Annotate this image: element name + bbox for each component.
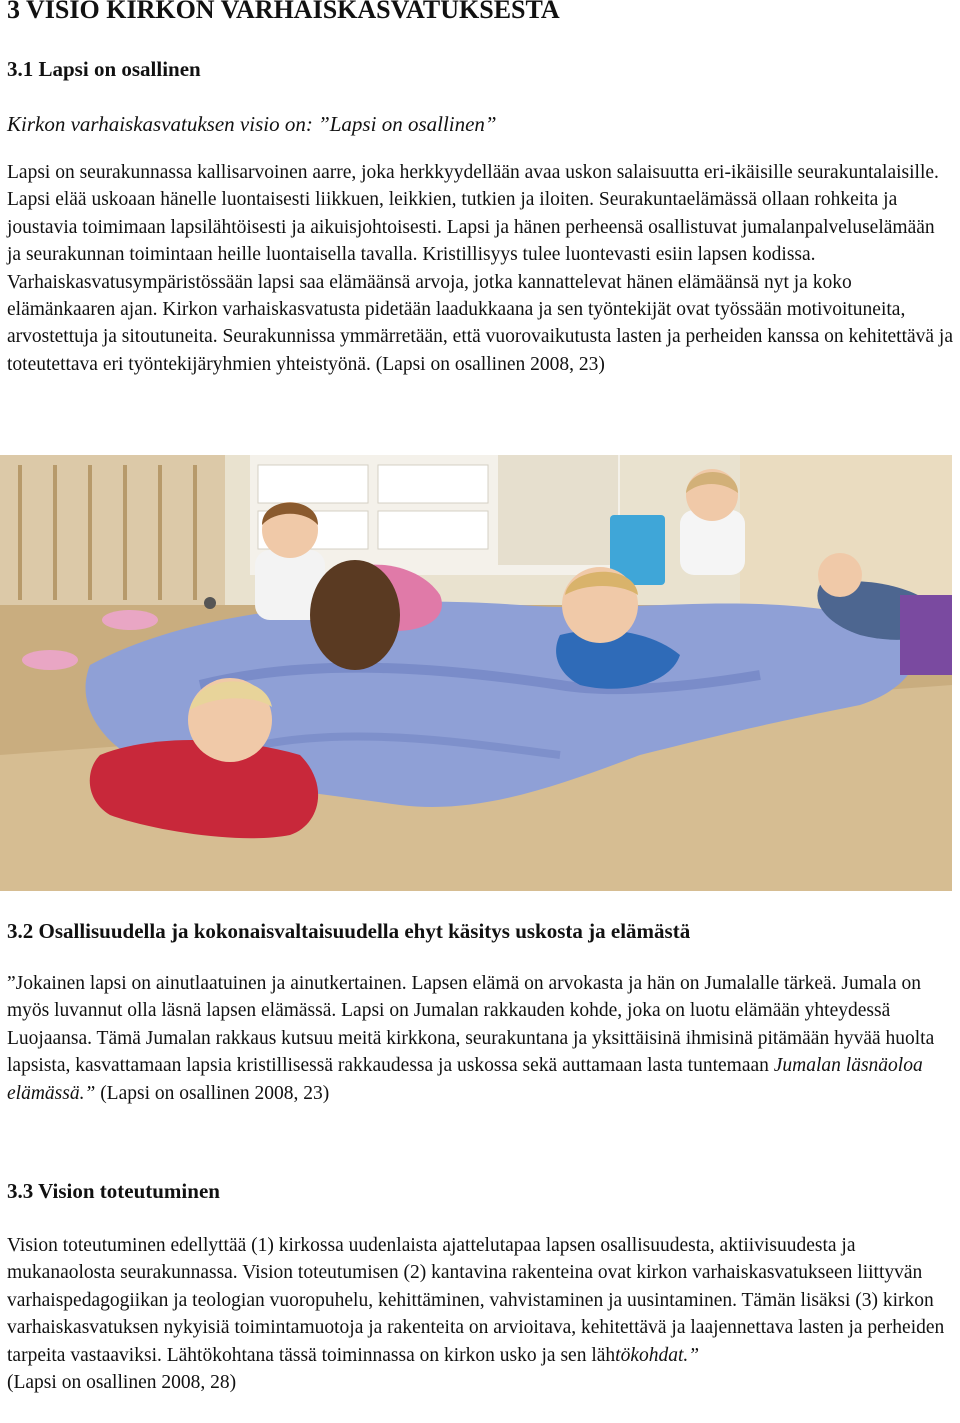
quote-citation: (Lapsi on osallinen 2008, 23) bbox=[100, 1082, 330, 1104]
section-3-3-main-text: Vision toteutuminen edellyttää (1) kirkossa uudenlaista ajattelutapaa lapsen osallisuudesta, aktiivisuudesta ja mukanaolosta seurakunnassa. Vision toteutumisen (2) kantavina rakenteina ovat kirkon varhaiskasvatukseen liittyvän varhaispedagogiikan ja teologian vuoropuhelu, kehittäminen, vahvistaminen ja uusintaminen. Tämän lisäksi (3) kirkon varhaiskasvatuksen nykyisiä toimintamuotoja ja rakenteita on arvioitava, kehitettävä ja laajennettava lasten ja perheiden tarpeita vastaaviksi. Lähtökohtana tässä toiminnassa on kirkon usko ja sen läh bbox=[7, 1235, 945, 1366]
quote-italic-text: Jumalan läsnäoloa elämässä.” bbox=[7, 1055, 923, 1104]
section-3-1-heading: 3.1 Lapsi on osallinen bbox=[7, 57, 201, 81]
photo-cabinet-drawer-3 bbox=[378, 465, 488, 503]
section-3-3-heading: 3.3 Vision toteutuminen bbox=[7, 1179, 220, 1203]
section-3-1-lead-wrap bbox=[7, 110, 497, 138]
children-playing-photo bbox=[0, 455, 952, 891]
photo-illustration bbox=[0, 455, 952, 891]
chapter-heading: 3 VISIO KIRKON VARHAISKASVATUKSESTA bbox=[7, 0, 560, 24]
photo-slipper-2 bbox=[22, 650, 78, 670]
photo-cabinet-side bbox=[498, 455, 618, 565]
photo-crib-wheel bbox=[204, 597, 216, 609]
photo-cabinet-drawer-4 bbox=[378, 511, 488, 549]
photo-crib bbox=[0, 455, 225, 605]
section-3-2-body bbox=[7, 970, 953, 1107]
section-3-3-heading-wrap bbox=[7, 1177, 220, 1205]
section-3-3-italic-text: tökohdat.” bbox=[615, 1344, 700, 1366]
quote-main-text: ”Jokainen lapsi on ainutlaatuinen ja ainutkertainen. Lapsen elämä on arvokasta ja hän on Jumalalle tärkeä. Jumala on myös luvannut olla läsnä lapsen elämässä. Lapsi on Jumalan rakkauden kohde, joka on luotu elämään yhteydessä Luojaansa. Tämä Jumalan rakkaus kutsuu meitä kirkkona, seurakuntana ja yksittäisinä ihmisinä pitämään hyvää huolta lapsista, kasvattamaan lapsia kristillisessä rakkaudessa ja uskossa sekä auttamaan lasta tuntemaan bbox=[7, 973, 935, 1077]
photo-child-jeans-head bbox=[818, 553, 862, 597]
section-3-1-body bbox=[7, 159, 953, 378]
section-3-2-heading: 3.2 Osallisuudella ja kokonaisvaltaisuudella ehyt käsitys uskosta ja elämästä bbox=[7, 919, 691, 943]
section-3-1 bbox=[7, 55, 201, 83]
section-3-1-lead: Kirkon varhaiskasvatuksen visio on: ”Lapsi on osallinen” bbox=[7, 112, 497, 136]
photo-rug bbox=[900, 595, 952, 675]
section-3-1-paragraph: Lapsi on seurakunnassa kallisarvoinen aarre, joka herkkyydellään avaa uskon salaisuutta eri-ikäisille seurakuntalaisille. Lapsi elää uskoaan hänelle luontaisesti liikkuen, leikkien, tutkien ja iloiten. Seurakuntaelämässä ollaan rohkeita ja joustavia toimimaan lapsilähtöisesti ja aikuisjohtoisesti. Lapsi ja hänen perheensä osallistuvat jumalanpalveluselämään ja seurakunnan toimintaan heille luontaisella tavalla. Kristillisyys tulee luontevasti esiin lapsen kodissa. Varhaiskasvatusympäristössään lapsi saa elämäänsä arvoja, jotka kannattelevat hänen elämäänsä nyt ja koko elämänkaaren ajan. Kirkon varhaiskasvatusta pidetään laadukkaana ja sen työntekijät ovat työssään motivoituneita, arvostettuja ja sitoutuneita. Seurakunnissa ymmärretään, että vuorovaikutusta lasten ja perheiden kanssa on kehitettävä ja toteutettava eri työntekijäryhmien yhteistyönä. (Lapsi on osallinen 2008, 23) bbox=[7, 162, 953, 375]
section-3-3-paragraph bbox=[7, 1232, 953, 1396]
section-3-3-citation: (Lapsi on osallinen 2008, 28) bbox=[7, 1372, 237, 1394]
photo-child-dark-hair bbox=[310, 560, 400, 670]
section-3-3-body bbox=[7, 1232, 953, 1396]
section-3-2-heading-wrap bbox=[7, 917, 690, 945]
section-3-2-quote bbox=[7, 970, 953, 1107]
photo-cabinet-drawer-1 bbox=[258, 465, 368, 503]
photo-slipper-1 bbox=[102, 610, 158, 630]
